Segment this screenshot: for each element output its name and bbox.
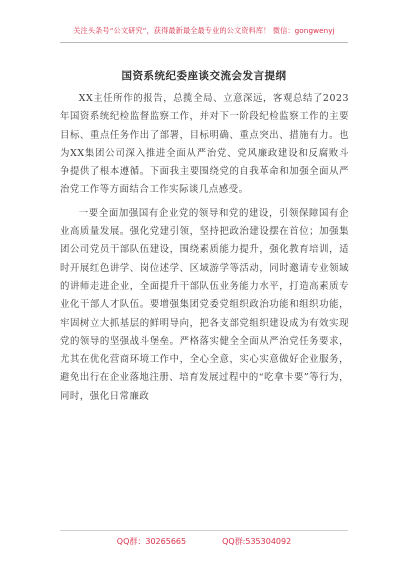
document-title: 国资系统纪委座谈交流会发言提纲 [121, 70, 287, 82]
footer-divider [60, 530, 348, 531]
header-banner: 关注头条号“公文研究”，获得最新最全最专业的公文资料库！ 微信：gongwenyj [73, 26, 335, 35]
footer-qq-group-2: QQ群:535304092 [222, 537, 292, 546]
header-divider [60, 42, 348, 43]
document-body [60, 90, 349, 406]
footer [0, 536, 408, 547]
footer-qq-group-1: QQ群：30265665 [116, 537, 187, 546]
body-paragraph: XX主任所作的报告，总揽全局、立意深远，客观总结了2023年国资系统纪检监督监察工作，并对下一阶段纪检监察工作的主要目标、重点任务作出了部署，目标明确、重点突出、措施有力。也为XX集团公司深入推进全面从严治党、党风廉政建设和反腐败斗争提供了根本遵循。下面我主要围绕党的自我革命和加强全面从严治党工作等方面结合工作实际谈几点感受。 [60, 93, 349, 196]
body-paragraph: 一要全面加强国有企业党的领导和党的建设，引领保障国有企业高质量发展。强化党建引领，坚持把政治建设摆在首位；加强集团公司党员干部队伍建设，围绕素质能力提升，强化教育培训，适时开展红色讲学、岗位述学、区域游学等活动，同时邀请专业领域的讲师走进企业，全面提升干部队伍业务能力水平，打造高素质专业化干部人才队伍。要增强集团党委党组织政治功能和组织功能，牢固树立大抓基层的鲜明导向，把各支部党组织建设成为有效实现党的领导的坚强战斗堡垒。严格落实健全全面从严治党任务要求，尤其在优化营商环境工作中，全心全意，实心实意做好企业服务，避免出行在企业落地注册、培育发展过程中的“吃拿卡要”等行为，同时，强化日常廉政 [60, 207, 349, 402]
